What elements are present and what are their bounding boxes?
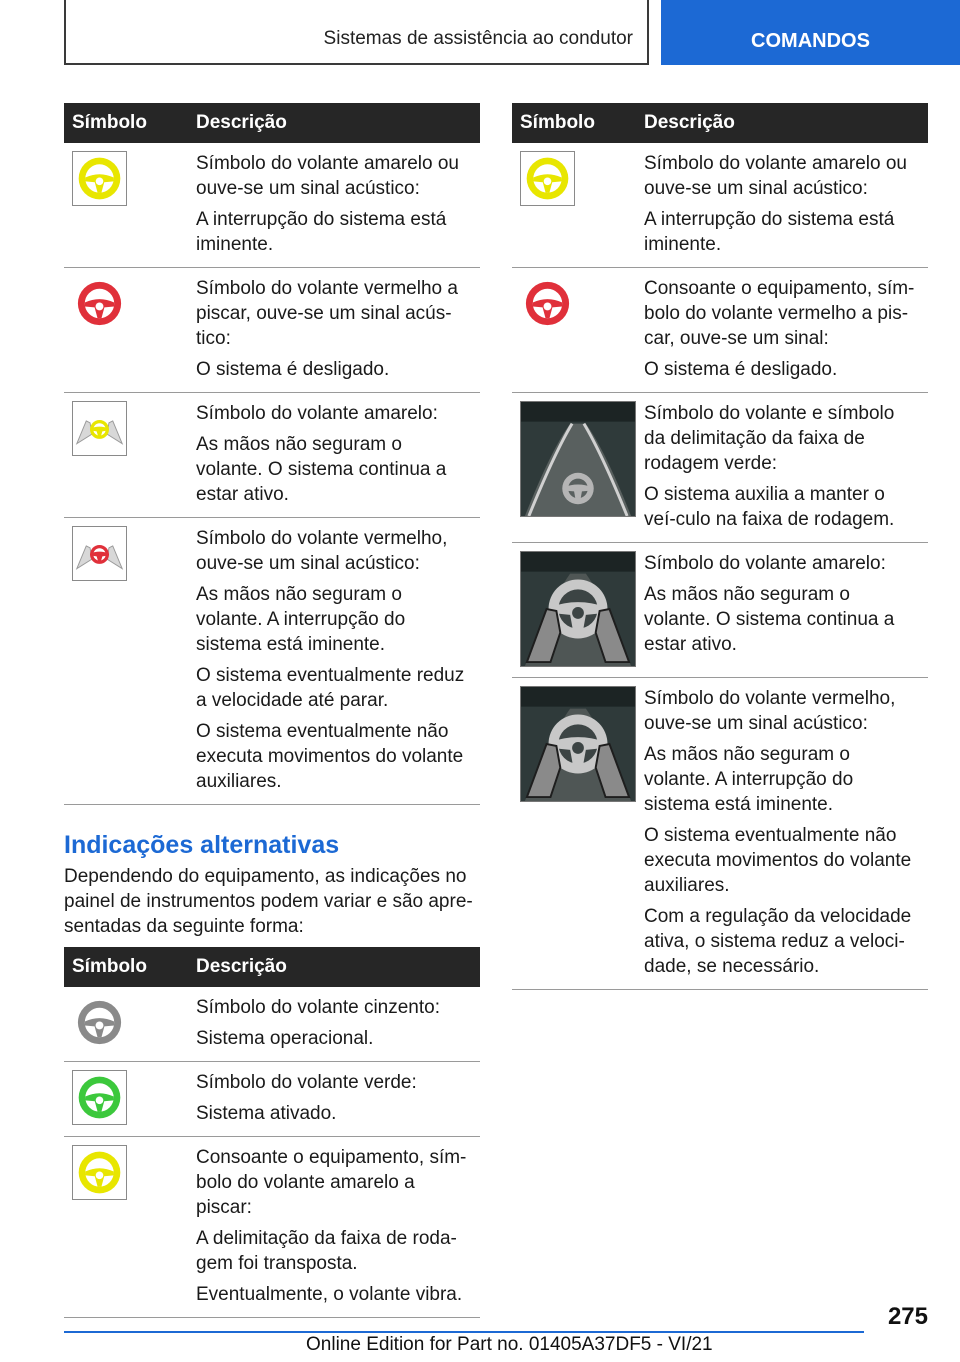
description-cell xyxy=(636,543,928,678)
description-text: A interrupção do sistema está iminente. xyxy=(196,209,447,255)
symbol-cell xyxy=(64,393,188,518)
description-text: As mãos não seguram o volante. A interrupção do sistema está iminente. xyxy=(196,584,406,655)
steering-wheel-green-icon xyxy=(72,1070,188,1125)
table-row xyxy=(64,1137,480,1318)
symbol-cell xyxy=(64,1137,188,1318)
description-text: Consoante o equipamento, sím-bolo do volante amarelo a piscar: xyxy=(196,1147,467,1218)
description-text: As mãos não seguram o volante. O sistema continua a estar ativo. xyxy=(196,434,447,505)
description-text: Símbolo do volante vermelho, ouve-se um sinal acústico: xyxy=(196,528,448,574)
description-cell xyxy=(188,143,480,268)
steering-wheel-red-icon xyxy=(72,276,188,331)
header-chapter-tab[interactable] xyxy=(661,0,960,65)
section-title: Indicações alternativas xyxy=(64,831,340,859)
table-row xyxy=(64,393,480,518)
steering-wheel-red-icon xyxy=(520,276,636,331)
description-text: As mãos não seguram o volante. O sistema continua a estar ativo. xyxy=(644,584,895,655)
description-cell xyxy=(636,678,928,990)
table-row xyxy=(512,393,928,543)
steering-wheel-yellow-icon xyxy=(72,1145,188,1200)
description-text: Símbolo do volante e símbolo da delimitação da faixa de rodagem verde: xyxy=(644,403,895,474)
symbol-cell xyxy=(512,543,636,678)
description-cell xyxy=(636,268,928,393)
description-text: O sistema é desligado. xyxy=(644,359,838,380)
symbol-cell xyxy=(64,143,188,268)
lane-steering-wheel-scene-icon xyxy=(520,401,636,517)
table-row xyxy=(512,143,928,268)
description-text: As mãos não seguram o volante. A interrupção do sistema está iminente. xyxy=(644,744,854,815)
hands-steering-wheel-scene-icon xyxy=(520,686,636,802)
description-cell xyxy=(188,268,480,393)
section-text: Dependendo do equipamento, as indicações no painel de instrumentos podem variar e são apre-sentadas da seguinte forma: xyxy=(64,866,473,937)
description-cell xyxy=(636,393,928,543)
left-column xyxy=(64,103,480,1318)
description-cell xyxy=(188,987,480,1062)
description-text: Sistema ativado. xyxy=(196,1103,337,1124)
col-header-symbol: Símbolo xyxy=(64,947,188,987)
description-cell xyxy=(188,518,480,805)
table-row xyxy=(64,518,480,805)
table-row xyxy=(512,678,928,990)
page-number: 275 xyxy=(887,1303,928,1330)
description-text: O sistema eventualmente não executa movimentos do volante auxiliares. xyxy=(196,721,464,792)
symbol-cell xyxy=(512,143,636,268)
description-cell xyxy=(636,143,928,268)
symbol-table-primary xyxy=(64,103,480,805)
description-text: Consoante o equipamento, sím-bolo do volante vermelho a pis-car, ouve-se um sinal: xyxy=(644,278,915,349)
steering-wheel-yellow-icon xyxy=(520,151,636,206)
description-text: O sistema eventualmente reduz a velocidade até parar. xyxy=(196,665,465,711)
table-row xyxy=(512,543,928,678)
description-text: Símbolo do volante amarelo ou ouve-se um sinal acústico: xyxy=(644,153,907,199)
description-text: Símbolo do volante amarelo: xyxy=(196,403,438,424)
description-text: A delimitação da faixa de roda-gem foi transposta. xyxy=(196,1228,457,1274)
footer-edition: Online Edition for Part no. 01405A37DF5 - VI/21 xyxy=(306,1334,713,1355)
symbol-table-right xyxy=(512,103,928,990)
description-text: Com a regulação da velocidade ativa, o sistema reduz a veloci-dade, se necessário. xyxy=(644,906,912,977)
symbol-cell xyxy=(64,268,188,393)
col-header-description: Descrição xyxy=(188,103,480,143)
description-cell xyxy=(188,393,480,518)
col-header-symbol: Símbolo xyxy=(64,103,188,143)
description-text: A interrupção do sistema está iminente. xyxy=(644,209,895,255)
description-text: Símbolo do volante verde: xyxy=(196,1072,417,1093)
description-text: Símbolo do volante vermelho, ouve-se um sinal acústico: xyxy=(644,688,896,734)
symbol-table-alternative xyxy=(64,947,480,1318)
symbol-cell xyxy=(512,393,636,543)
table-row xyxy=(64,1062,480,1137)
description-text: Sistema operacional. xyxy=(196,1028,374,1049)
col-header-description: Descrição xyxy=(636,103,928,143)
description-cell xyxy=(188,1062,480,1137)
steering-wheel-grey-icon xyxy=(72,995,188,1050)
table-row xyxy=(64,143,480,268)
description-text: Símbolo do volante amarelo: xyxy=(644,553,886,574)
hands-steering-wheel-scene-icon xyxy=(520,551,636,667)
symbol-cell xyxy=(64,987,188,1062)
description-cell xyxy=(188,1137,480,1318)
header-chapter-title: COMANDOS xyxy=(751,30,870,52)
description-text: Símbolo do volante amarelo ou ouve-se um sinal acústico: xyxy=(196,153,459,199)
description-text: O sistema é desligado. xyxy=(196,359,390,380)
steering-wheel-yellow-icon xyxy=(72,151,188,206)
description-text: O sistema eventualmente não executa movimentos do volante auxiliares. xyxy=(644,825,912,896)
symbol-cell xyxy=(64,518,188,805)
table-row xyxy=(64,987,480,1062)
hands-steering-wheel-yellow-icon xyxy=(72,401,188,456)
col-header-description: Descrição xyxy=(188,947,480,987)
table-row xyxy=(64,268,480,393)
symbol-cell xyxy=(512,678,636,990)
symbol-cell xyxy=(512,268,636,393)
symbol-cell xyxy=(64,1062,188,1137)
description-text: Símbolo do volante cinzento: xyxy=(196,997,440,1018)
description-text: O sistema auxilia a manter o veí-culo na faixa de rodagem. xyxy=(644,484,895,530)
hands-steering-wheel-red-icon xyxy=(72,526,188,581)
footer-divider xyxy=(64,1331,864,1333)
header-section-title: Sistemas de assistência ao condutor xyxy=(323,28,633,49)
header-section-tab xyxy=(64,0,649,65)
table-row xyxy=(512,268,928,393)
col-header-symbol: Símbolo xyxy=(512,103,636,143)
description-text: Símbolo do volante vermelho a piscar, ouve-se um sinal acús-tico: xyxy=(196,278,458,349)
description-text: Eventualmente, o volante vibra. xyxy=(196,1284,463,1305)
right-column xyxy=(512,103,928,990)
